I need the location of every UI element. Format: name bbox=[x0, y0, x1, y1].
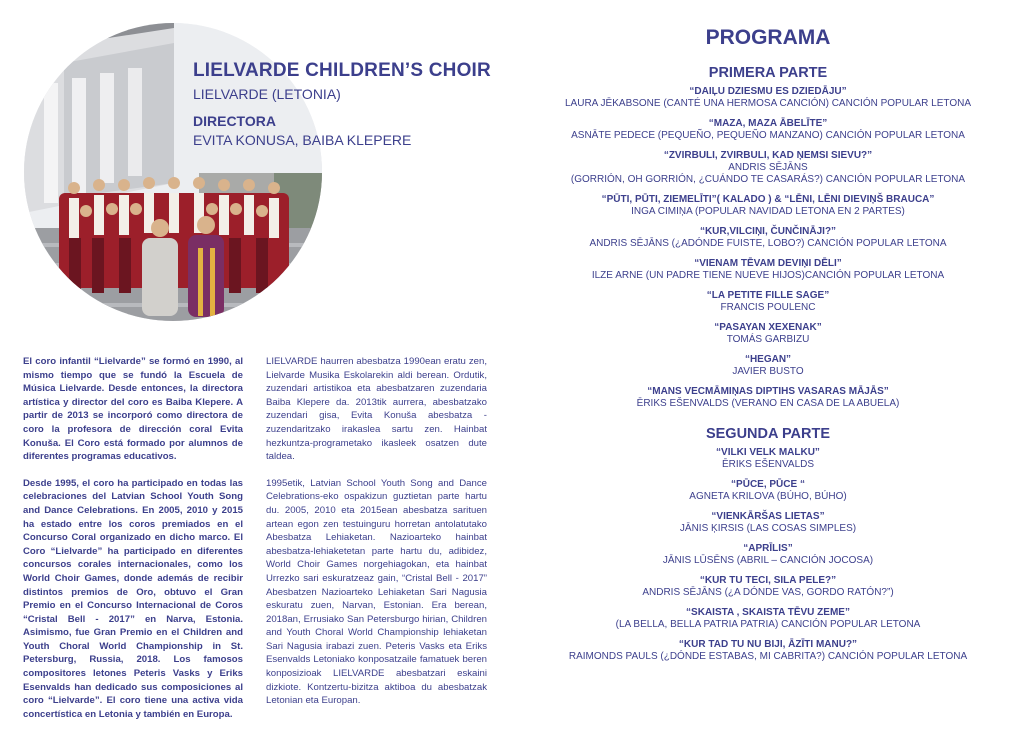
song-credit: ILZE ARNE (UN PADRE TIENE NUEVE HIJOS)CANCIÓN POPULAR LETONA bbox=[591, 270, 945, 282]
song-credit: TOMÁS GARBIZU bbox=[726, 334, 810, 346]
song-credit: (GORRIÓN, OH GORRIÓN, ¿CUÁNDO TE CASARÁS?) CANCIÓN POPULAR LETONA bbox=[570, 174, 966, 186]
bio-spanish bbox=[23, 355, 243, 734]
song-credit: JĀNIS LŪSĒNS (ABRIL – CANCIÓN JOCOSA) bbox=[662, 554, 874, 566]
song-credit: ANDRIS SĒJĀNS bbox=[728, 162, 808, 174]
program bbox=[540, 24, 996, 671]
song-title: “LA PETITE FILLE SAGE” bbox=[706, 290, 830, 302]
song-title: “ZVIRBULI, ZVIRBULI, KAD ŅEMSI SIEVU?” bbox=[663, 150, 873, 161]
part-title: SEGUNDA PARTE bbox=[705, 425, 831, 442]
song-title: “KUR,VILCIŅI, ČUNČINĀJI?” bbox=[699, 226, 837, 238]
program-item bbox=[540, 118, 996, 142]
song-title: “KUR TU TECI, SILA PELE?” bbox=[699, 574, 837, 586]
bio-eu-paragraph: 1995etik, Latvian School Youth Song and Dance Celebrations-eko ospakizun guztietan parte hartu du. 2005, 2010 eta 2015ean abesbatza sarituen artean egon zen testuinguru horretan antolatutako Abesbatza Lehiaketan. Nazioarteko hainbat abesbatza-lehiaketetan parte hartu du, adibidez, World Choir Games norgehiagokan, eta hainbat Urrezko sari eskuratzeaz gain, “Cristal Bell - 2017” Abesbatzen Nazioarteko Lehiaketan Sari Nagusia eskuratu zuen, Narvan, Estonian. Era berean, 2018an, Errusiako San Petersburgo hirian, Children and Youth Choral World Championship lehiaketan Sari Nagusia irabazi zuen. Peteris Vasks eta Eriks Esenvalds Letoniako konposatzaile famatuek beren konposizioak LIELVARDE abesbatzari eskaini dizkiote. Kontzertu-bizitza aktiboa du abesbatzak Letonian eta Europan. bbox=[266, 477, 487, 707]
bio-eu-paragraph: LIELVARDE haurren abesbatza 1990ean eratu zen, Lielvarde Musika Eskolarekin aldi berean. Ordutik, zuzendari artistikoa eta abesbatzaren zuzendaria Baiba Klepere da. 2013tik aurrera, abesbatzako zuzendari gisa, Evita Konuša abesbatza -zuzendaritzako irakaslea sartu zen. Hainbat hezkuntza-programetako ikasleek osatzen dute taldea. bbox=[266, 356, 487, 463]
program-item bbox=[540, 543, 996, 567]
song-credit: ANDRIS SĒJĀNS (¿ADÓNDE FUISTE, LOBO?) CANCIÓN POPULAR LETONA bbox=[589, 238, 947, 250]
song-credit: ASNĀTE PEDECE (PEQUEÑO, PEQUEÑO MANZANO) CANCIÓN POPULAR LETONA bbox=[571, 130, 965, 142]
song-title: “PŪCE, PŪCE “ bbox=[731, 478, 805, 490]
song-title: “PASAYAN XEXENAK” bbox=[714, 322, 822, 334]
song-credit: INGA CIMIŅA (POPULAR NAVIDAD LETONA EN 2 PARTES) bbox=[631, 206, 905, 218]
song-credit: ĒRIKS EŠENVALDS (VERANO EN CASA DE LA ABUELA) bbox=[636, 398, 900, 410]
song-title: “HEGAN” bbox=[744, 354, 792, 366]
program-item bbox=[540, 447, 996, 471]
bio-es-paragraph: El coro infantil “Lielvarde” se formó en 1990, al mismo tiempo que se fundó la Escuela de Música Lielvarde. Desde entonces, la directora artística y director del coro es Baiba Klepere. A partir de 2013 se incorporó como directora de coro la profesora de dirección coral Evita Konuša. El Coro está formado por alumnos de diferentes programas educativos. bbox=[23, 356, 243, 463]
song-credit: AGNETA KRILOVA (BÚHO, BÚHO) bbox=[689, 490, 847, 502]
song-title: “DAIĻU DZIESMU ES DZIEDĀJU” bbox=[689, 86, 847, 97]
song-title: “SKAISTA , SKAISTA TĒVU ZEME” bbox=[686, 606, 850, 618]
director-label: DIRECTORA bbox=[193, 113, 276, 129]
song-credit: JAVIER BUSTO bbox=[732, 366, 804, 378]
song-title: “VIENKĀRŠAS LIETAS” bbox=[711, 510, 825, 522]
program-item bbox=[540, 290, 996, 314]
song-credit: ANDRIS SĒJĀNS (¿A DÓNDE VAS, GORDO RATÓN?”) bbox=[642, 586, 894, 598]
song-credit: RAIMONDS PAULS (¿DÓNDE ESTABAS, MI CABRITA?) CANCIÓN POPULAR LETONA bbox=[568, 650, 968, 662]
song-credit: FRANCIS POULENC bbox=[720, 302, 816, 314]
program-item bbox=[540, 607, 996, 631]
program-item bbox=[540, 386, 996, 410]
program-item bbox=[540, 86, 996, 110]
bio-es-paragraph: Desde 1995, el coro ha participado en todas las celebraciones del Latvian School Youth Song and Dance Celebrations. En 2005, 2010 y 2015 ha estado entre los coros premiados en el Concurso Coral organizado en dicho marco. El Coro “Lielvarde” ha participado en diferentes concursos corales internacionales, como los World Choir Games, donde además de recibir distintos premios de Oro, obtuvo el Gran Premio en el Concurso Internacional de Coros “Cristal Bell - 2017” en Narva, Estonia. Asimismo, fue Gran Premio en el Children and Youth Choral World Championship in St. Petersburg, Russia, 2018. Los famosos compositores letones Peteris Vasks y Eriks Esenvalds han dedicado sus composiciones al coro “Lielvarde”. El coro tiene una activa vida concertística en Letonia y también en Europa. bbox=[23, 477, 243, 720]
song-title: “PŪTI, PŪTI, ZIEMELĪTI”( KALADO ) & “LĒNI, LĒNI DIEVIŅŠ BRAUCA” bbox=[601, 194, 935, 206]
program-title: PROGRAMA bbox=[705, 26, 831, 49]
song-title: “MAZA, MAZA ĀBELĪTE” bbox=[708, 118, 828, 129]
program-item bbox=[540, 639, 996, 663]
program-item bbox=[540, 354, 996, 378]
program-item bbox=[540, 194, 996, 218]
song-credit: JĀNIS ĶIRSIS (LAS COSAS SIMPLES) bbox=[679, 522, 857, 534]
choir-title: LIELVARDE CHILDREN’S CHOIR bbox=[193, 60, 491, 81]
song-title: “MANS VECMĀMIŅAS DIPTIHS VASARAS MĀJĀS” bbox=[647, 386, 889, 398]
program-item bbox=[540, 258, 996, 282]
choir-location: LIELVARDE (LETONIA) bbox=[193, 86, 341, 102]
song-title: “APRĪLIS” bbox=[743, 542, 793, 554]
song-title: “VIENAM TĒVAM DEVIŅI DĒLI” bbox=[694, 258, 842, 270]
bio-basque bbox=[266, 355, 487, 721]
song-title: “KUR TAD TU NU BIJI, ĀZĪTI MANU?” bbox=[678, 638, 858, 650]
program-item bbox=[540, 150, 996, 187]
program-item bbox=[540, 479, 996, 503]
song-title: “VILKI VELK MALKU” bbox=[716, 446, 820, 458]
song-credit: ĒRIKS EŠENVALDS bbox=[721, 458, 815, 470]
program-item bbox=[540, 226, 996, 250]
song-credit: (LA BELLA, BELLA PATRIA PATRIA) CANCIÓN POPULAR LETONA bbox=[615, 618, 921, 630]
program-parts bbox=[540, 64, 996, 663]
director-names: EVITA KONUSA, BAIBA KLEPERE bbox=[193, 132, 412, 148]
program-item bbox=[540, 511, 996, 535]
song-credit: LAURA JĒKABSONE (CANTÉ UNA HERMOSA CANCIÓN) CANCIÓN POPULAR LETONA bbox=[564, 98, 971, 110]
program-item bbox=[540, 575, 996, 599]
part-title: PRIMERA PARTE bbox=[708, 65, 828, 81]
program-item bbox=[540, 322, 996, 346]
